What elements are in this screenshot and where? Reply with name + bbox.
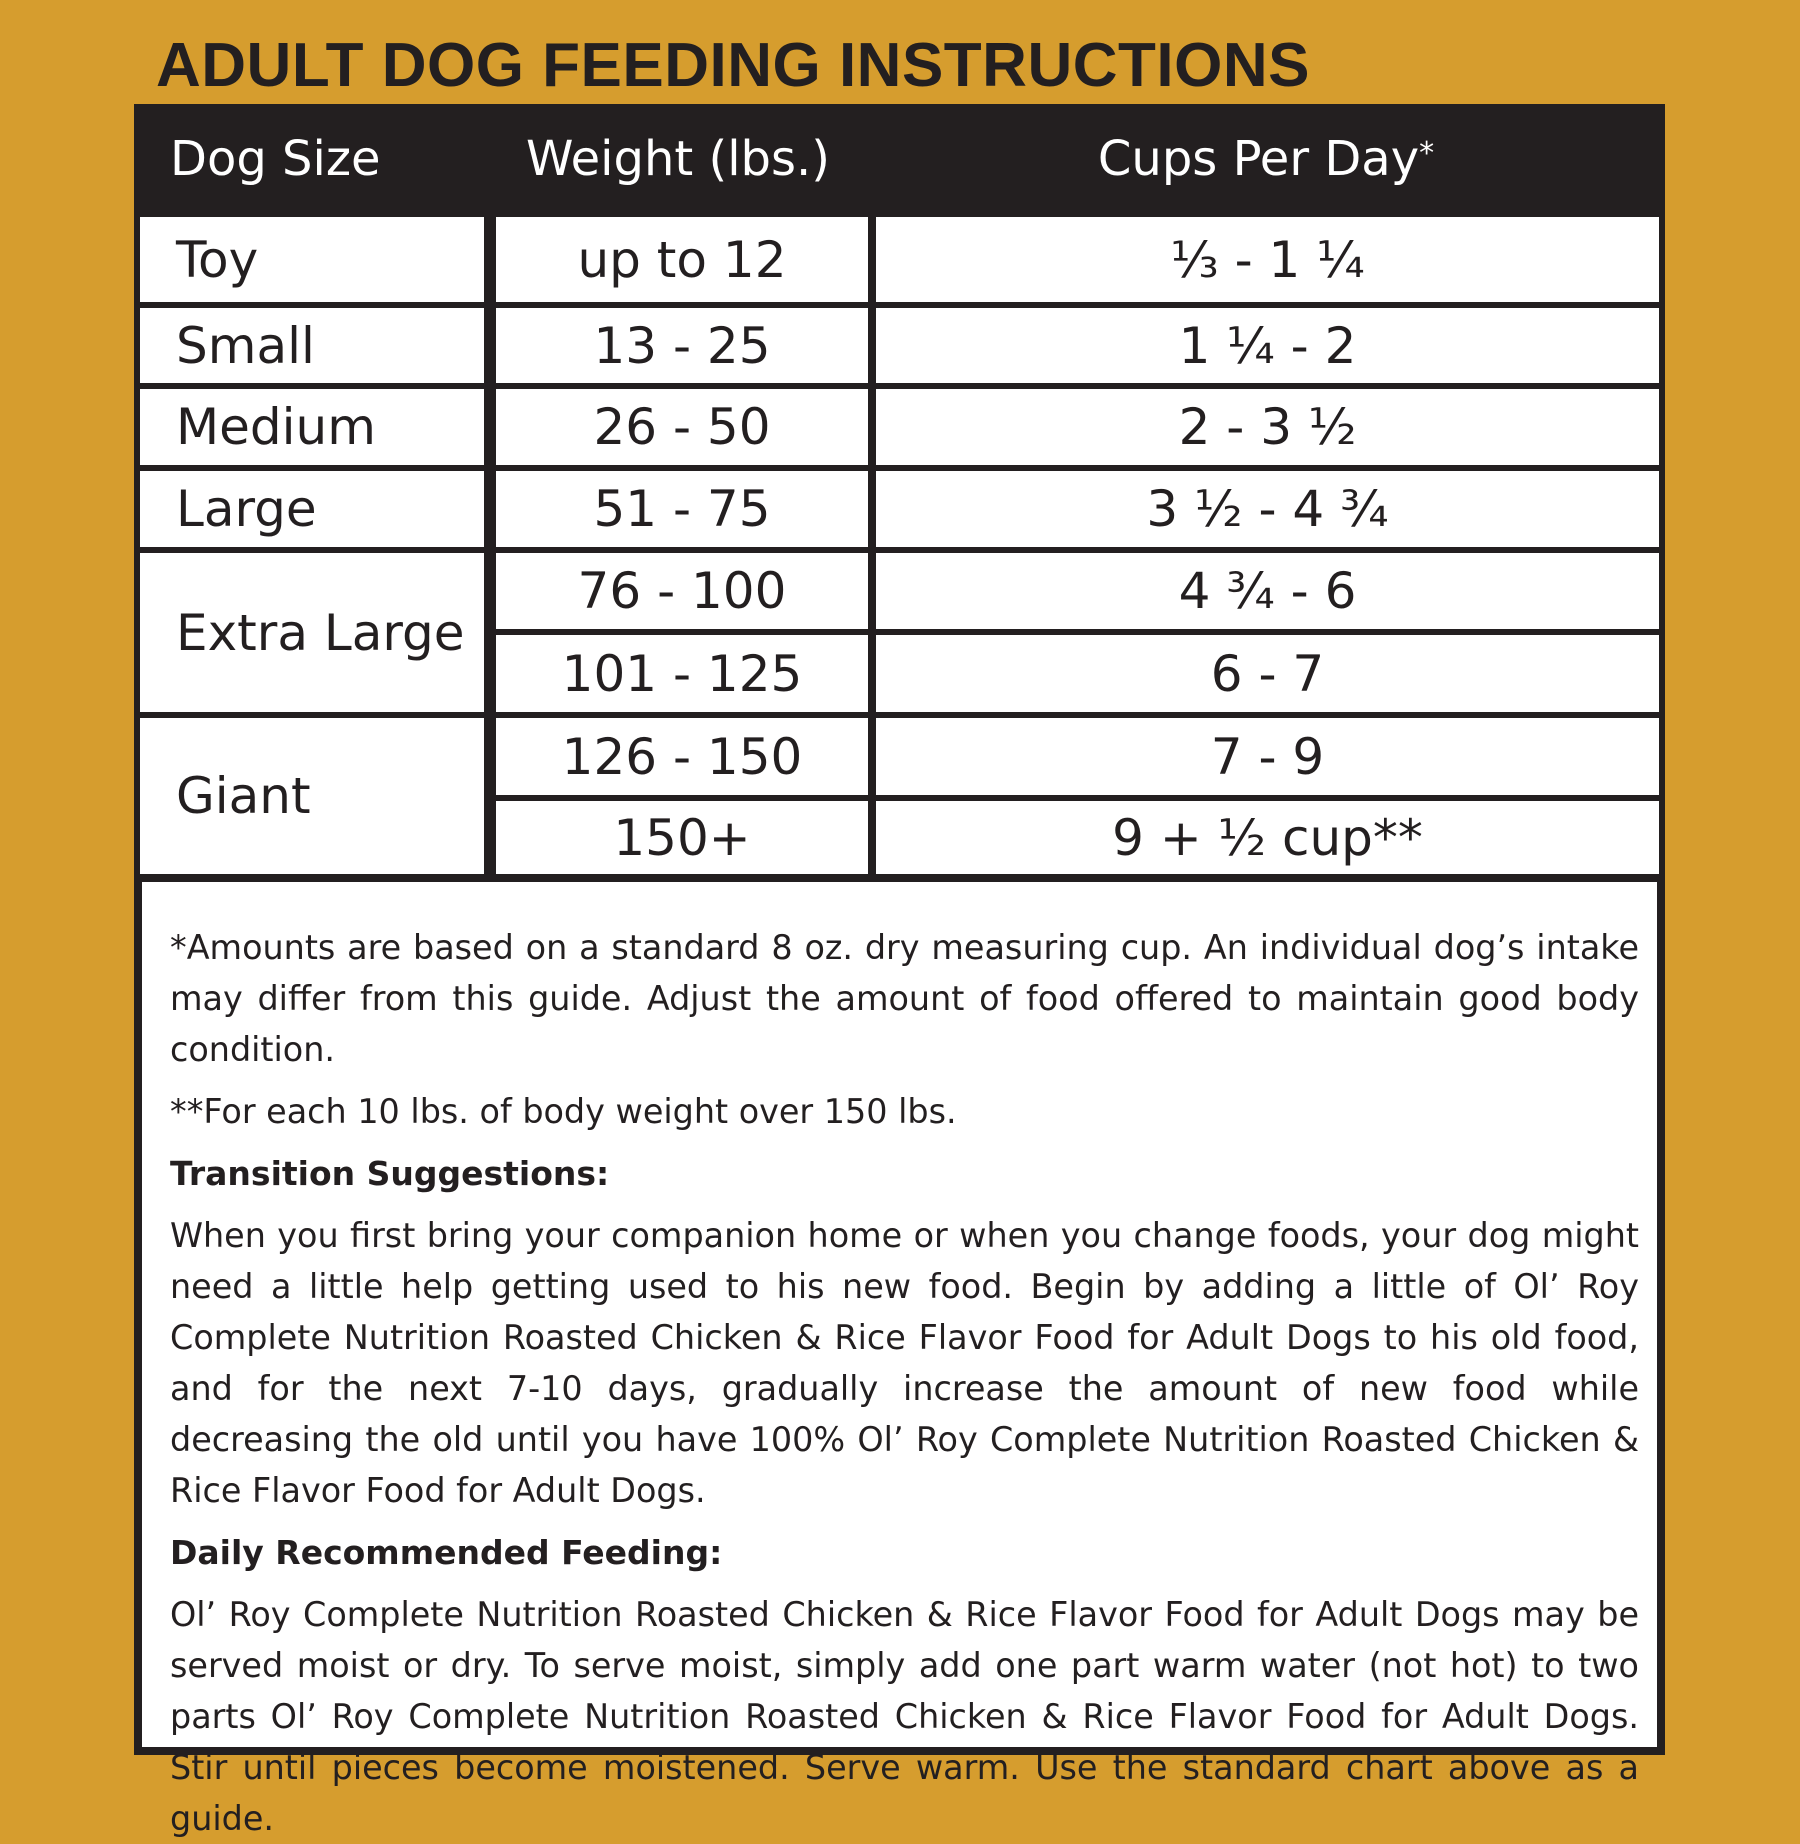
row-extra-large-cups-1: 4 ¾ - 6 [876, 553, 1659, 629]
header-cups-footnote-mark: * [1419, 135, 1435, 171]
row-large-size: Large [140, 471, 484, 547]
page-title: ADULT DOG FEEDING INSTRUCTIONS [156, 31, 1310, 100]
row-giant-cups-2: 9 + ½ cup** [876, 801, 1659, 874]
footnote-measuring-cup: *Amounts are based on a standard 8 oz. dry measuring cup. An individual dog’s intake may differ from this guide. Adjust the amount of food offered to maintain good body condition. [170, 928, 1639, 1069]
row-large-weight: 51 - 75 [496, 471, 868, 547]
row-giant-cups-1: 7 - 9 [876, 718, 1659, 795]
row-extra-large-weight-2: 101 - 125 [496, 635, 868, 712]
row-toy-cups: ⅓ - 1 ¼ [876, 217, 1659, 302]
row-extra-large-weight-1: 76 - 100 [496, 553, 868, 629]
notes-box [134, 874, 1665, 1838]
notes-content [142, 882, 1657, 1838]
row-large-cups: 3 ½ - 4 ¾ [876, 471, 1659, 547]
row-toy-weight: up to 12 [496, 217, 868, 302]
row-toy-size: Toy [140, 217, 484, 302]
daily-feeding-heading: Daily Recommended Feeding: [170, 1533, 723, 1572]
footnote-over-150: **For each 10 lbs. of body weight over 150 lbs. [170, 1092, 957, 1131]
row-small-size: Small [140, 308, 484, 383]
row-small-cups: 1 ¼ - 2 [876, 308, 1659, 383]
header-weight: Weight (lbs.) [525, 131, 830, 187]
row-medium-weight: 26 - 50 [496, 389, 868, 465]
transition-text: When you first bring your companion home or when you change foods, your dog might need a little help getting used to his new food. Begin by adding a little of Ol’ Roy Complete Nutrition Roasted Chicken & Rice Flavor Food for Adult Dogs to his old food, and for the next 7-10 days, gradually increase the amount of new food while decreasing the old until you have 100% Ol’ Roy Complete Nutrition Roasted Chicken & Rice Flavor Food for Adult Dogs. [170, 1216, 1639, 1510]
row-small-weight: 13 - 25 [496, 308, 868, 383]
header-cups-label: Cups Per Day [1097, 131, 1420, 187]
header-dog-size: Dog Size [170, 131, 381, 187]
row-giant-size: Giant [140, 718, 484, 874]
row-medium-size: Medium [140, 389, 484, 465]
row-giant-weight-1: 126 - 150 [496, 718, 868, 795]
row-extra-large-cups-2: 6 - 7 [876, 635, 1659, 712]
row-giant-weight-2: 150+ [496, 801, 868, 874]
feeding-table [134, 104, 1665, 874]
row-extra-large-size: Extra Large [140, 553, 484, 712]
header-cups-per-day [874, 104, 1658, 214]
row-medium-cups: 2 - 3 ½ [876, 389, 1659, 465]
transition-heading: Transition Suggestions: [170, 1154, 610, 1193]
daily-feeding-text: Ol’ Roy Complete Nutrition Roasted Chicken & Rice Flavor Food for Adult Dogs may be served moist or dry. To serve moist, simply add one part warm water (not hot) to two parts Ol’ Roy Complete Nutrition Roasted Chicken & Rice Flavor Food for Adult Dogs. Stir until pieces become moistened. Serve warm. Use the standard chart above as a guide. [170, 1595, 1639, 1838]
